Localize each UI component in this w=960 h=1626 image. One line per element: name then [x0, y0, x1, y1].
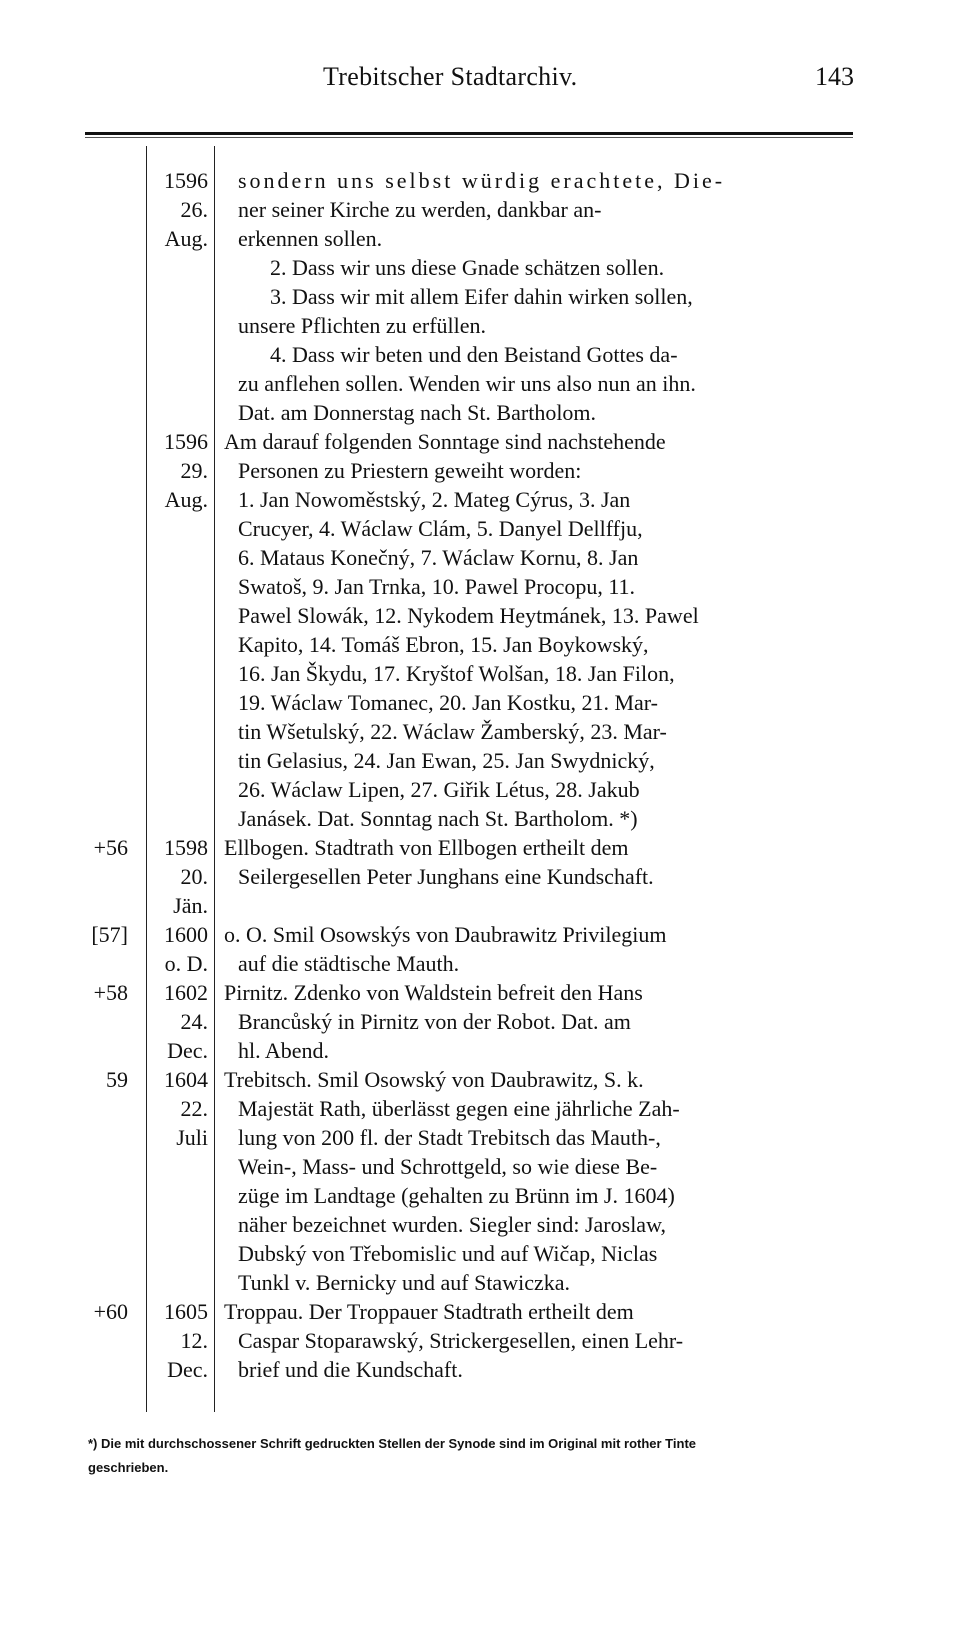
date-day: 29.: [180, 458, 208, 483]
text-line: zu anflehen sollen. Wenden wir uns also nun an ihn.: [238, 371, 696, 396]
text-line: Personen zu Priestern geweiht worden:: [238, 458, 582, 483]
date-month: Dec.: [167, 1357, 208, 1382]
text-line: Pirnitz. Zdenko von Waldstein befreit den Hans: [224, 980, 643, 1005]
date-year: 1604: [164, 1067, 208, 1092]
header-rule: [85, 132, 853, 135]
date-day: 20.: [180, 864, 208, 889]
text-line: o. O. Smil Osowskýs von Daubrawitz Privilegium: [224, 922, 667, 947]
text-line: 19. Wáclaw Tomanec, 20. Jan Kostku, 21. Mar-: [238, 690, 658, 715]
page-number: 143: [815, 62, 854, 91]
text-line: hl. Abend.: [238, 1038, 330, 1063]
entry-text: [224, 166, 856, 427]
entry-date: [140, 427, 208, 514]
entry-text: [224, 833, 856, 891]
date-year: 1600: [164, 922, 208, 947]
text-line: Pawel Slowák, 12. Nykodem Heytmánek, 13. Pawel: [238, 603, 699, 628]
text-line: Dubský von Třebomislic und auf Wičap, Niclas: [238, 1241, 658, 1266]
text-line: unsere Pflichten zu erfüllen.: [238, 313, 487, 338]
footnote-line: geschrieben.: [88, 1460, 169, 1475]
text-line: auf die städtische Mauth.: [238, 951, 460, 976]
text-line: 16. Jan Škydu, 17. Kryštof Wolšan, 18. Jan Filon,: [238, 661, 675, 686]
text-line: züge im Landtage (gehalten zu Brünn im J. 1604): [238, 1183, 675, 1208]
text-line: 1. Jan Nowoměstský, 2. Mateg Cýrus, 3. Jan: [238, 487, 631, 512]
page-header: [0, 62, 960, 102]
text-line: 2. Dass wir uns diese Gnade schätzen sollen.: [270, 255, 665, 280]
column-divider-right: [214, 146, 215, 1412]
date-day: 22.: [180, 1096, 208, 1121]
date-day: o. D.: [164, 951, 208, 976]
entry-date: [140, 978, 208, 1065]
text-line: sondern uns selbst würdig erachtete, Die-: [238, 168, 726, 193]
entry-text: [224, 427, 856, 833]
text-line: Kapito, 14. Tomáš Ebron, 15. Jan Boykowský,: [238, 632, 649, 657]
text-line: 3. Dass wir mit allem Eifer dahin wirken sollen,: [270, 284, 693, 309]
running-title: Trebitscher Stadtarchiv.: [323, 62, 578, 91]
text-line: näher bezeichnet wurden. Siegler sind: Jaroslaw,: [238, 1212, 667, 1237]
text-line: Seilergesellen Peter Junghans eine Kundschaft.: [238, 864, 654, 889]
text-line: 6. Mataus Konečný, 7. Wáclaw Kornu, 8. Jan: [238, 545, 639, 570]
entry-text: [224, 1065, 856, 1297]
text-line: Caspar Stoparawský, Strickergesellen, einen Lehr-: [238, 1328, 684, 1353]
text-line: erkennen sollen.: [238, 226, 383, 251]
date-year: 1602: [164, 980, 208, 1005]
date-day: 12.: [180, 1328, 208, 1353]
date-month: Dec.: [167, 1038, 208, 1063]
text-line: Wein-, Mass- und Schrottgeld, so wie diese Be-: [238, 1154, 658, 1179]
entry-text: [224, 1297, 856, 1384]
date-month: Aug.: [164, 487, 208, 512]
text-line: Ellbogen. Stadtrath von Ellbogen ertheilt dem: [224, 835, 629, 860]
text-line: tin Wšetulský, 22. Wáclaw Žamberský, 23. Mar-: [238, 719, 667, 744]
footnote: [88, 1432, 858, 1480]
text-line: tin Gelasius, 24. Jan Ewan, 25. Jan Swydnický,: [238, 748, 655, 773]
text-line: Troppau. Der Troppauer Stadtrath ertheilt dem: [224, 1299, 634, 1324]
column-divider-left: [146, 146, 147, 1412]
text-line: ner seiner Kirche zu werden, dankbar an-: [238, 197, 602, 222]
entry-date: [140, 166, 208, 253]
text-line: Swatoš, 9. Jan Trnka, 10. Pawel Procopu, 11.: [238, 574, 636, 599]
date-day: 26.: [180, 197, 208, 222]
entry-number: +56: [93, 835, 128, 860]
entry-number: +60: [93, 1299, 128, 1324]
text-line: Majestät Rath, überlässt gegen eine jährliche Zah-: [238, 1096, 680, 1121]
text-line: Trebitsch. Smil Osowský von Daubrawitz, S. k.: [224, 1067, 644, 1092]
entry-number: 59: [106, 1067, 128, 1092]
entry-date: [140, 1297, 208, 1384]
entry-text: [224, 920, 856, 978]
entry-number: +58: [93, 980, 128, 1005]
text-line: brief und die Kundschaft.: [238, 1357, 463, 1382]
entry-text: [224, 978, 856, 1065]
date-day: 24.: [180, 1009, 208, 1034]
text-line: Tunkl v. Bernicky und auf Stawiczka.: [238, 1270, 570, 1295]
date-year: 1605: [164, 1299, 208, 1324]
header-rule-thin: [85, 137, 853, 138]
text-line: 26. Wáclaw Lipen, 27. Giřik Létus, 28. Jakub: [238, 777, 640, 802]
footnote-line: *) Die mit durchschossener Schrift gedruckten Stellen der Synode sind im Original mit rother Tinte: [88, 1436, 696, 1451]
date-year: 1598: [164, 835, 208, 860]
date-month: Juli: [176, 1125, 208, 1150]
text-line: Janásek. Dat. Sonntag nach St. Bartholom. *): [238, 806, 638, 831]
entry-date: [140, 920, 208, 978]
date-month: Aug.: [164, 226, 208, 251]
date-year: 1596: [164, 168, 208, 193]
text-line: Dat. am Donnerstag nach St. Bartholom.: [238, 400, 597, 425]
text-line: Am darauf folgenden Sonntage sind nachstehende: [224, 429, 666, 454]
text-line: lung von 200 fl. der Stadt Trebitsch das Mauth-,: [238, 1125, 661, 1150]
text-line: 4. Dass wir beten und den Beistand Gottes da-: [270, 342, 678, 367]
date-year: 1596: [164, 429, 208, 454]
entry-date: [140, 833, 208, 920]
date-month: Jän.: [173, 893, 208, 918]
text-line: Crucyer, 4. Wáclaw Clám, 5. Danyel Dellffju,: [238, 516, 643, 541]
text-line: Brancůský in Pirnitz von der Robot. Dat. am: [238, 1009, 631, 1034]
entry-date: [140, 1065, 208, 1152]
entry-number: [57]: [91, 922, 128, 947]
